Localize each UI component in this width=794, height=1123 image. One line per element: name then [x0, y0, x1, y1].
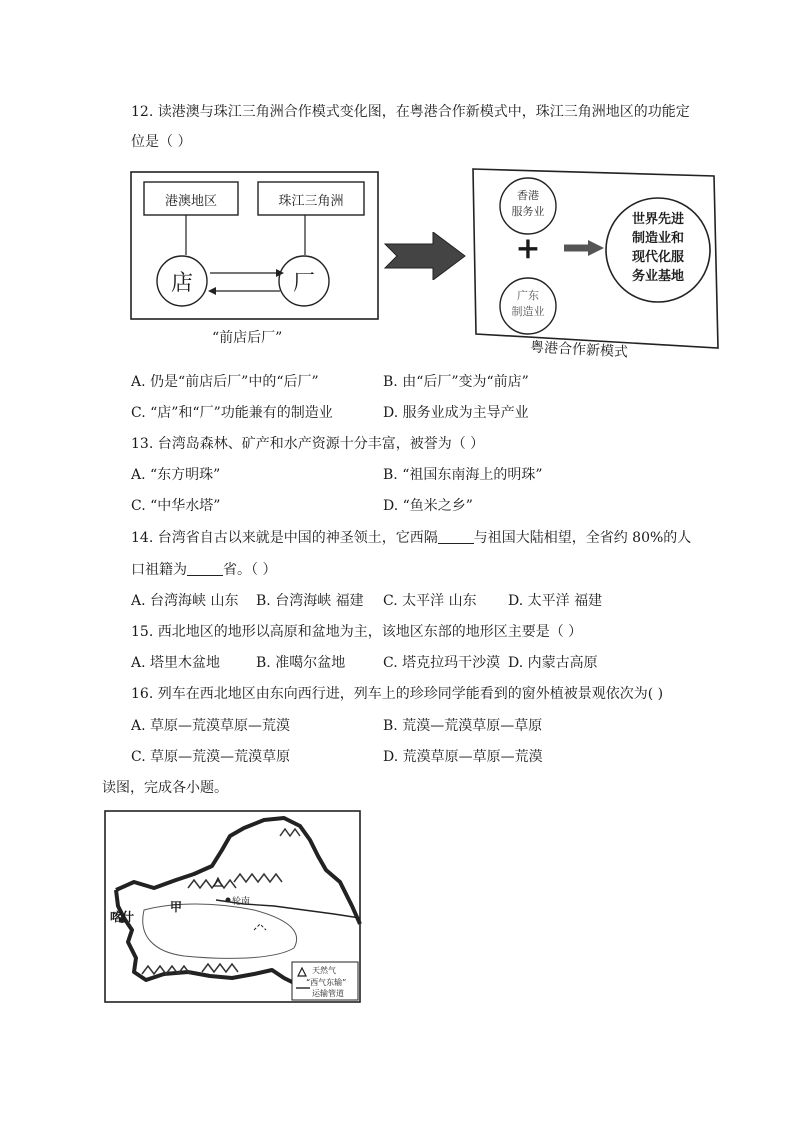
- q15-stem: 15. 西北地区的地形以高原和盆地为主，该地区东部的地形区主要是（ ）: [131, 624, 583, 640]
- world-base-line4: 务业基地: [631, 269, 684, 284]
- q12-left-caption: “前店后厂”: [212, 330, 283, 346]
- q16-option-c[interactable]: C. 草原—荒漠—荒漠草原: [131, 749, 291, 765]
- q16-option-d[interactable]: D. 荒漠草原—草原—荒漠: [383, 749, 543, 765]
- map-intro: 读图，完成各小题。: [102, 780, 228, 796]
- plus-sign: +: [515, 231, 541, 266]
- q13-option-b[interactable]: B. “祖国东南海上的明珠”: [383, 467, 543, 483]
- legend-pipe-label-2: 运输管道: [312, 989, 344, 998]
- q15-option-b[interactable]: B. 准噶尔盆地: [256, 655, 346, 671]
- store-circle-label: 店: [170, 271, 193, 296]
- factory-circle-label: 厂: [292, 271, 315, 296]
- q14-stem-line1: [131, 528, 691, 548]
- jia-label: 甲: [170, 900, 183, 914]
- q12-option-c[interactable]: C. “店”和“厂”功能兼有的制造业: [131, 405, 333, 421]
- legend-gas-label: 天然气: [312, 966, 336, 975]
- hk-service-circle: [502, 188, 554, 220]
- q13-option-d[interactable]: D. “鱼米之乡”: [383, 498, 473, 514]
- q14-option-b[interactable]: B. 台湾海峡 福建: [256, 593, 364, 609]
- q13-option-a[interactable]: A. “东方明珠”: [131, 467, 221, 483]
- q12-option-b[interactable]: B. 由“后厂”变为“前店”: [383, 374, 529, 390]
- xinjiang-map: [104, 810, 362, 1004]
- hk-macao-label: 港澳地区: [164, 194, 217, 209]
- q12-stem-line2: 位是（ ）: [131, 134, 192, 150]
- q14-stem-part3: 口祖籍为: [131, 562, 187, 578]
- q14-option-d[interactable]: D. 太平洋 福建: [508, 593, 603, 609]
- q12-figure-left: [130, 170, 380, 322]
- q12-right-caption: 粤港合作新模式: [529, 339, 629, 361]
- q15-option-d[interactable]: D. 内蒙古高原: [508, 655, 598, 671]
- q16-option-a[interactable]: A. 草原—荒漠草原—荒漠: [131, 718, 291, 734]
- q12-option-a[interactable]: A. 仍是“前店后厂”中的“后厂”: [131, 374, 319, 390]
- gd-manufacturing-line1: 广东: [517, 289, 539, 302]
- q12-option-d[interactable]: D. 服务业成为主导产业: [383, 405, 529, 421]
- hk-service-line2: 服务业: [511, 205, 545, 218]
- legend-pipe-label-1: “西气东输”: [306, 978, 347, 987]
- prd-label: 珠江三角洲: [278, 194, 344, 209]
- q14-stem-line2: [131, 560, 276, 580]
- hk-service-line1: 香港: [517, 189, 539, 202]
- q14-option-c[interactable]: C. 太平洋 山东: [383, 593, 477, 609]
- gd-manufacturing-line2: 制造业: [511, 305, 545, 318]
- q13-stem: 13. 台湾岛森林、矿产和水产资源十分丰富，被誉为（ ）: [131, 436, 485, 452]
- q12-stem-line1: 12. 读港澳与珠江三角洲合作模式变化图，在粤港合作新模式中，珠江三角洲地区的功能定: [131, 104, 690, 120]
- world-base-line1: 世界先进: [631, 212, 684, 227]
- transition-arrow-icon: [383, 232, 467, 280]
- q14-blank-1: [438, 529, 474, 544]
- q14-option-a[interactable]: A. 台湾海峡 山东: [131, 593, 239, 609]
- q15-option-a[interactable]: A. 塔里木盆地: [131, 655, 221, 671]
- q14-blank-2: [187, 561, 223, 576]
- kashgar-label: 喀什: [110, 910, 135, 924]
- lunnan-label: 轮南: [232, 897, 251, 907]
- gd-manufacturing-circle: [502, 288, 554, 320]
- q15-option-c[interactable]: C. 塔克拉玛干沙漠: [383, 655, 501, 671]
- q14-stem-part1: 14. 台湾省自古以来就是中国的神圣领土，它西隔: [131, 530, 438, 546]
- q14-stem-part4: 省。（ ）: [223, 562, 277, 578]
- q14-stem-part2: 与祖国大陆相望，全省约 80%的人: [473, 530, 692, 546]
- q16-stem: 16. 列车在西北地区由东向西行进，列车上的珍珍同学能看到的窗外植被景观依次为( ): [131, 686, 664, 702]
- q12-figure-right: [472, 168, 720, 350]
- world-base-circle: [610, 210, 706, 286]
- q16-option-b[interactable]: B. 荒漠—荒漠草原—草原: [383, 718, 543, 734]
- q13-option-c[interactable]: C. “中华水塔”: [131, 498, 221, 514]
- world-base-line2: 制造业和: [631, 231, 684, 246]
- world-base-line3: 现代化服: [631, 250, 684, 265]
